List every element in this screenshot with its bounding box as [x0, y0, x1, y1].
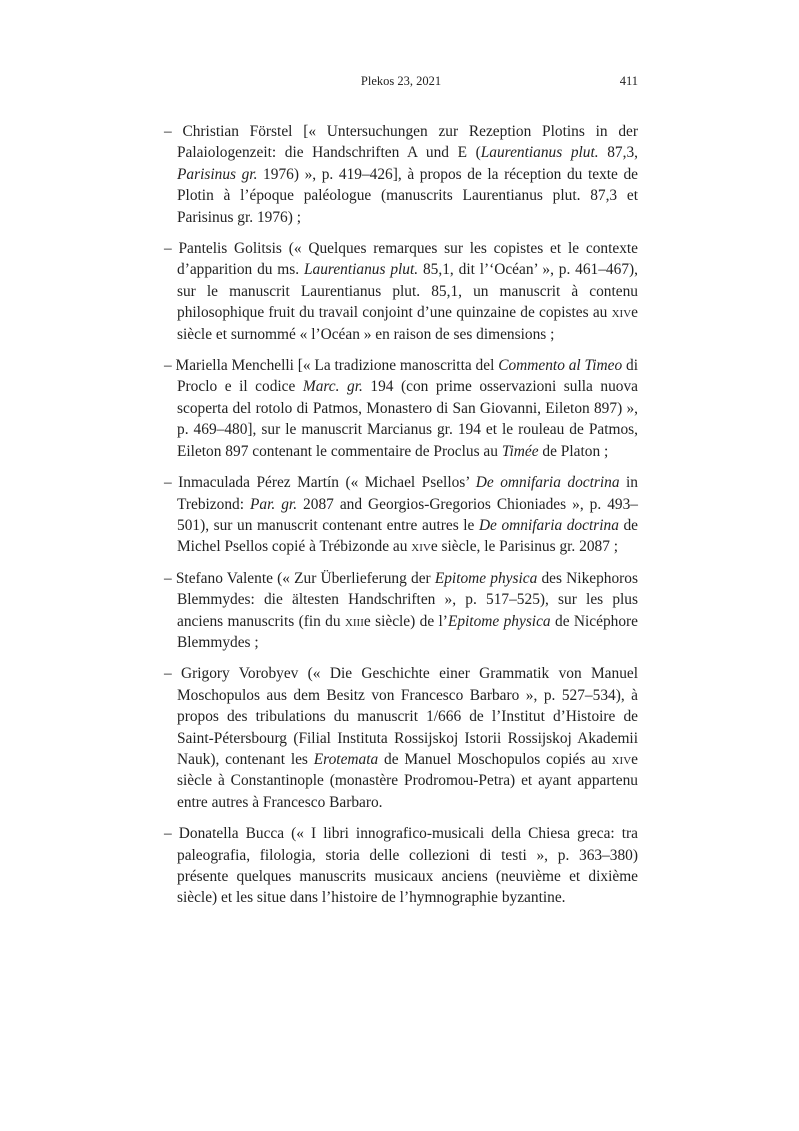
italic-title: Parisinus gr. [177, 165, 258, 183]
page-number: 411 [619, 74, 638, 88]
italic-title: Marc. gr. [302, 378, 363, 396]
list-item [164, 238, 638, 345]
entry-text: e siècle, le Parisinus gr. 2087 ; [430, 538, 619, 556]
entry-text: – Mariella Menchelli [« La tradizione manoscritta del [164, 357, 499, 375]
running-header [164, 74, 638, 92]
entry-text: de Nicéphore Blemmydes ; [177, 612, 638, 651]
entry-text: – Inmaculada Pérez Martín (« Michael Psellos’ [164, 474, 476, 492]
entry-list [164, 121, 638, 919]
italic-title: Laurentianus plut. [480, 144, 599, 162]
entry-text: de Platon ; [538, 442, 609, 460]
entry-text: – Christian Förstel [« Untersuchungen zur Rezeption Plotins in der Palaiologenzeit: die Handschriften A und E ( [164, 123, 638, 162]
entry-text: e siècle et surnommé « l’Océan » en raison de ses dimensions ; [177, 304, 638, 343]
century-numeral: xiv [611, 304, 632, 322]
entry-text: – Pantelis Golitsis (« Quelques remarques sur les copistes et le contexte d’apparition du ms. [164, 240, 638, 279]
list-item [164, 823, 638, 909]
italic-title: Timée [501, 442, 539, 460]
century-numeral: xiv [611, 750, 632, 768]
italic-title: Par. gr. [249, 495, 298, 513]
entry-text: de Manuel Moschopulos copiés au [378, 750, 612, 768]
italic-title: Erotemata [313, 750, 379, 768]
entry-text: – Grigory Vorobyev (« Die Geschichte einer Grammatik von Manuel Moschopulos aus dem Besitz von Francesco Barbaro », p. 527–534), à propos des tribulations du manuscrit 1/666 de l’Institut d’Histoire de Saint-Pétersbourg (Filial Instituta Rossijskoj Istorii Rossijskoj Akademii Nauk), contenant les [164, 665, 638, 768]
list-item [164, 472, 638, 558]
entry-text: – Donatella Bucca (« I libri innografico-musicali della Chiesa greca: tra paleografia, filologia, storia delle collezioni di testi », p. 363–380) présente quelques manuscrits musicaux anciens (neuvième et dixième siècle) et les situe dans l’histoire de l’hymnographie byzantine. [164, 825, 638, 907]
italic-title: Commento al Timeo [498, 357, 623, 375]
italic-title: De omnifaria doctrina [475, 474, 620, 492]
entry-text: 2087 and Georgios-Gregorios Chioniades », p. 493–501), sur un manuscrit contenant entre autres le [177, 495, 638, 534]
entry-text: e siècle à Constantinople (monastère Prodromou-Petra) et ayant appartenu entre autres à Francesco Barbaro. [177, 750, 638, 811]
list-item [164, 568, 638, 654]
entry-text: 87,3, [598, 144, 638, 162]
list-item [164, 121, 638, 228]
entry-text: de Michel Psellos copié à Trébizonde au [177, 516, 638, 556]
journal-title: Plekos 23, 2021 [360, 74, 442, 88]
entry-text: di Proclo e il codice [177, 357, 639, 396]
italic-title: De omnifaria doctrina [478, 516, 619, 534]
entry-text: 1976) », p. 419–426], à propos de la réception du texte de Plotin à l’époque paléologue (manuscrits Laurentianus plut. 87,3 et Parisinus gr. 1976) ; [177, 165, 639, 226]
entry-text: in Trebizond: [177, 474, 638, 513]
entry-text: 194 (con prime osservazioni sulla nuova scoperta del rotolo di Patmos, Monastero di San Giovanni, Eileton 897) », p. 469–480], sur le manuscrit Marcianus gr. 194 et le rouleau de Patmos, Eileton 897 contenant le commentaire de Proclus au [177, 378, 639, 460]
century-numeral: xiii [344, 612, 364, 630]
italic-title: Laurentianus plut. [303, 261, 419, 279]
century-numeral: xiv [411, 538, 431, 556]
italic-title: Epitome physica [447, 612, 551, 630]
entry-text: 85,1, dit l’‘Océan’ », p. 461–467), sur le manuscrit Laurentianus plut. 85,1, un manuscrit à contenu philosophique fruit du travail conjoint d’une quinzaine de copistes au [177, 261, 638, 322]
entry-text: – Stefano Valente (« Zur Überlieferung der [164, 569, 435, 587]
entry-text: des Nikephoros Blemmydes: die ältesten Handschriften », p. 517–525), sur les plus anciens manuscrits (fin du [177, 569, 638, 630]
italic-title: Epitome physica [434, 569, 538, 587]
entry-text: e siècle) de l’ [363, 612, 448, 630]
list-item [164, 355, 638, 462]
list-item [164, 663, 638, 813]
